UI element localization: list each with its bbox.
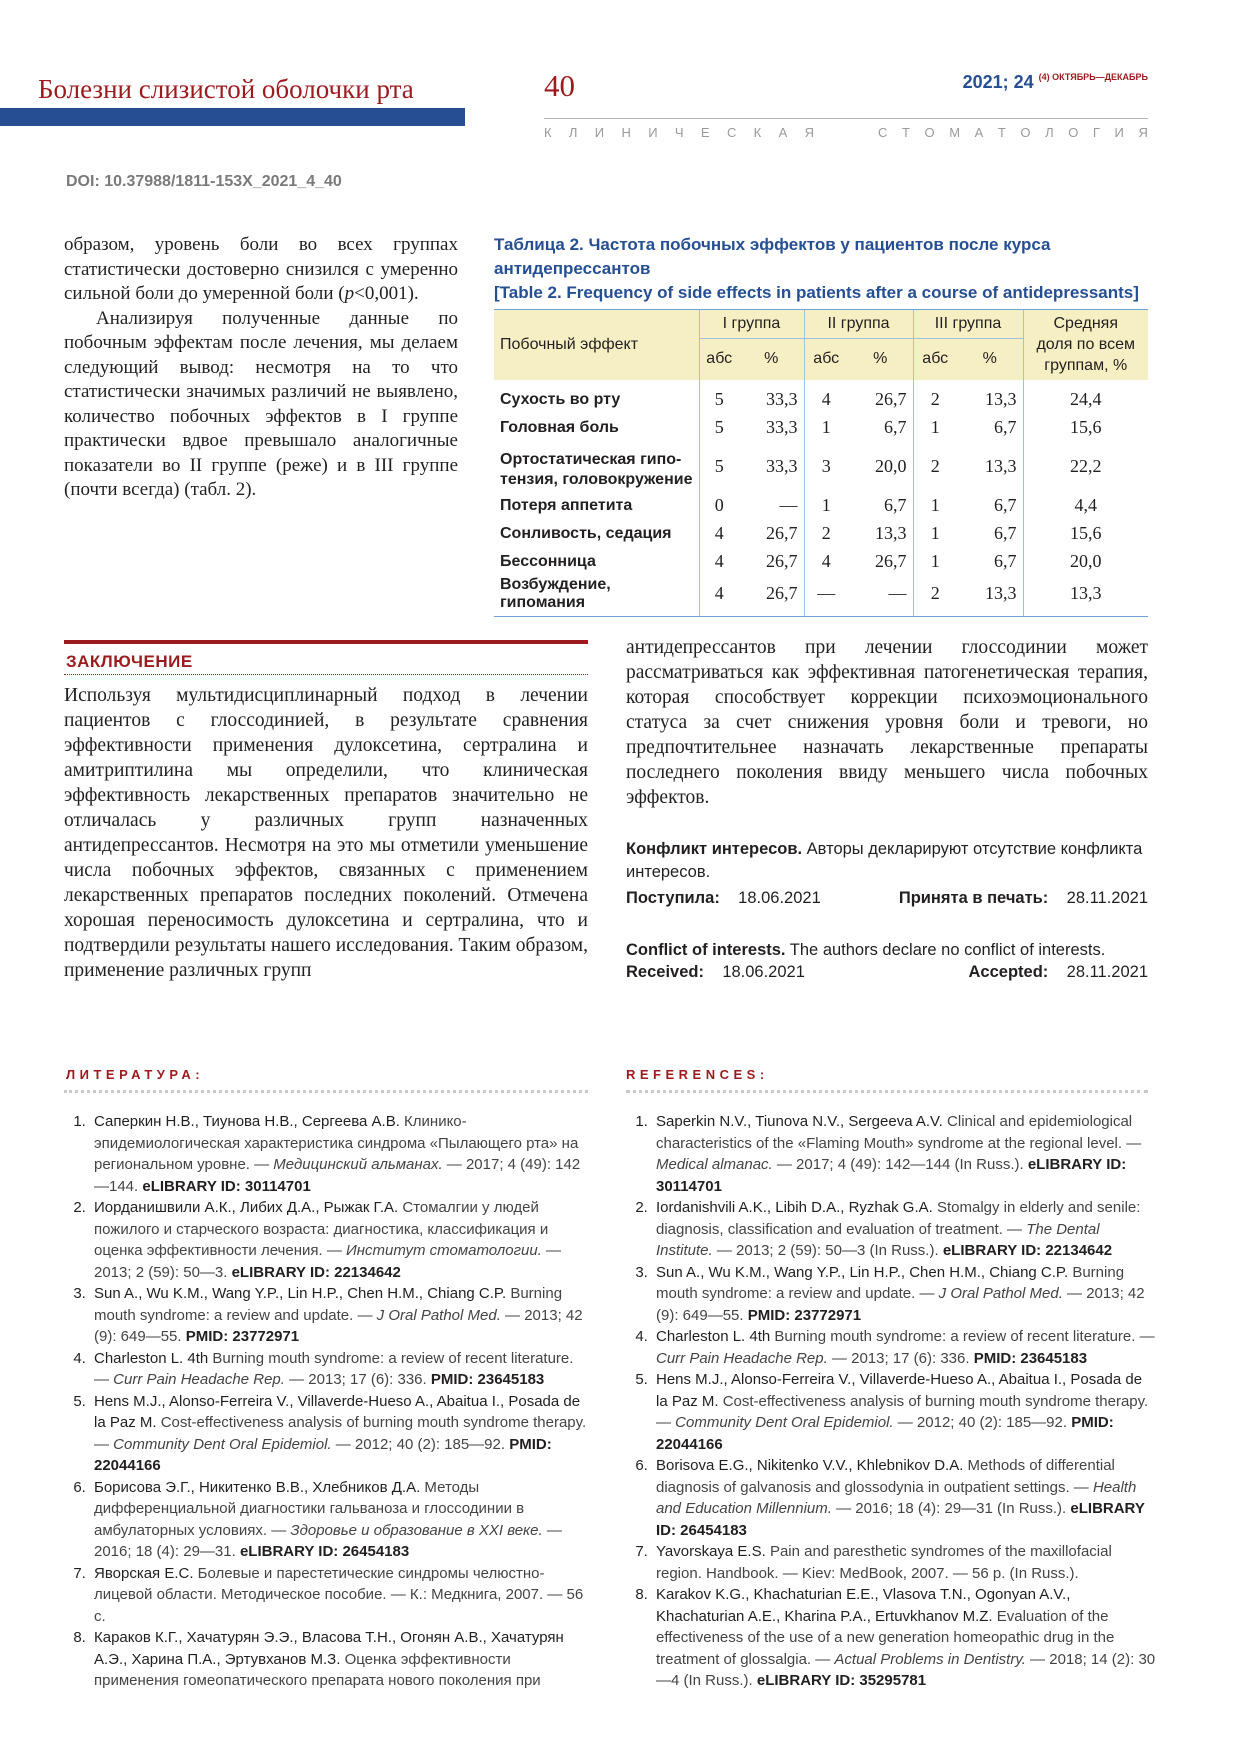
reference-authors: Саперкин Н.В., Тиунова Н.В., Сергеева А.В. [94,1113,400,1130]
reference-journal: Community Dent Oral Epidemiol. [113,1435,332,1453]
reference-item [652,1369,1156,1455]
table-row [494,576,1148,617]
section-title: Болезни слизистой оболочки рта [38,74,414,104]
reference-title: Methods of differential diagnosis of galvanosis and glossodynia in outpatient settings. — [656,1457,1115,1496]
accepted-en-date: 28.11.2021 [1066,963,1148,981]
table-cell: 33,3 [766,456,798,476]
table-cell: 1 [804,492,848,520]
paragraph: Анализируя полученные данные по побочным эффектам после лечения, мы делаем следующий вывод: несмотря на то что статистически значимых различий не выявлено, количество побочных эффектов в I группе практически вдвое превышало аналогичные показатели во II группе (реже) и в III группе (почти всегда) (табл. 2). [64,307,458,500]
reference-authors: Hens M.J., Alonso-Ferreira V., Villaverde-Hueso A., Abaitua I., Posada de la Paz M. [94,1392,581,1431]
table-cell: 24,4 [1023,380,1148,414]
table-cell: 6,7 [994,417,1017,437]
table-cell: 2 [913,442,957,492]
table-cell: 4 [804,548,848,576]
reference-item [90,1283,590,1348]
reference-journal: Здоровье и образование в XXI веке. [290,1521,543,1539]
page-number: 40 [544,68,575,103]
reference-authors: Borisova E.G., Nikitenko V.V., Khlebnikov D.A. [656,1457,964,1474]
reference-journal: The Dental Institute. [656,1220,1100,1259]
body-text-left [64,233,458,503]
reference-journal: Health and Education Millennium. [656,1478,1137,1517]
reference-id: PMID: 23772971 [185,1328,300,1345]
reference-details: — 2018; 14 (2): 30—4 (In Russ.). [656,1650,1156,1689]
table-cell: 13,3 [985,389,1017,409]
reference-authors: Iordanishvili A.K., Libih D.A., Ryzhak G.A. [656,1199,933,1216]
col-header-abs: абс [913,339,957,380]
table-cell: 1 [913,520,957,548]
reference-journal: Curr Pain Headache Rep. [656,1349,828,1367]
received-ru-date: 18.06.2021 [738,889,821,907]
table-cell: 26,7 [875,551,907,571]
reference-authors: Яворская Е.С. [94,1564,194,1582]
reference-title: Clinical and epidemiological characteristics of the «Flaming Mouth» syndrome at the regional level. — [656,1113,1142,1152]
literature-list [64,1111,590,1692]
reference-details: — 2012; 40 (2): 185—92. [331,1435,510,1453]
table-cell: 13,3 [985,456,1017,476]
conflict-ru-label: Конфликт интересов. [626,840,803,858]
reference-title: Evaluation of the effectiveness of the use of a new generation homeopathic drug in the treatment of glossalgia. — [656,1607,1115,1668]
reference-item [652,1262,1156,1327]
reference-title: Stomalgy in elderly and senile: diagnosis, classification and evaluation of treatment. — [656,1199,1141,1238]
reference-title: Стомалгии у людей пожилого и старческого возраста: диагностика, классификация и оценка эффективности лечения. — [94,1199,549,1259]
accepted-ru-date: 28.11.2021 [1066,889,1148,907]
journal-word-2: С Т О М А Т О Л О Г И Я [878,125,1148,140]
table-cell: 33,3 [766,417,798,437]
table-cell: 5 [699,414,739,442]
effect-name: Ортостатическая гипо- тензия, головокружение [500,450,693,488]
table-row [494,548,1148,576]
col-header-average: Средняя доля по всем группам, % [1023,310,1148,380]
reference-id: eLIBRARY ID: 30114701 [142,1177,311,1195]
table-caption [494,233,1144,305]
reference-title: Cost-effectiveness analysis of burning mouth syndrome therapy. — [656,1392,1149,1431]
table-cell: 6,7 [994,495,1017,515]
table-cell: 26,7 [766,523,798,543]
conflict-en [626,939,1148,962]
col-header-pct: % [739,339,804,380]
literature-divider [64,1090,588,1093]
reference-item [652,1584,1156,1692]
reference-authors: Yavorskaya E.S. [656,1543,766,1560]
reference-id: eLIBRARY ID: 26454183 [239,1543,410,1560]
table-cell: 6,7 [884,417,907,437]
table-cell: 1 [913,414,957,442]
paragraph [64,233,458,307]
journal-word-1: К Л И Н И Ч Е С К А Я [544,125,814,140]
table-cell: 4 [699,520,739,548]
reference-title: Burning mouth syndrome: a review and update. — [656,1263,1125,1302]
reference-authors: Караков К.Г., Хачатурян Э.Э., Власова Т.Н., Огонян А.В., Хачатурян А.Э., Харина П.А., Эртувханов М.З. [94,1629,564,1668]
reference-details: — 2017; 4 (49): 142—144. [94,1156,581,1195]
reference-details: — 2013; 2 (59): 50—3 (In Russ.). [712,1242,943,1259]
table-cell: — [804,576,848,617]
reference-journal: Медицинский альманах. [273,1156,443,1173]
table-cell: 6,7 [994,551,1017,571]
table-row [494,492,1148,520]
table-cell: 1 [913,492,957,520]
reference-authors: Sun A., Wu K.M., Wang Y.P., Lin H.P., Chen H.M., Chiang C.P. [94,1285,507,1302]
effect-name: Головная боль [500,418,619,436]
received-en-label: Received: [626,963,704,981]
reference-item [652,1455,1156,1541]
effect-name: Потеря аппетита [500,496,633,514]
table-cell: 4 [804,380,848,414]
paragraph-part: <0,001). [354,283,419,304]
table-cell: 26,7 [739,576,804,617]
year-volume: 2021; 24 [962,72,1034,92]
references-heading: REFERENCES: [626,1067,769,1082]
table-cell: 26,7 [875,389,907,409]
reference-title: Методы дифференциальной диагностики гальваноза и глоссодинии в амбулаторных условиях. — [94,1478,525,1539]
table-cell: 5 [699,380,739,414]
received-ru-label: Поступила: [626,889,720,907]
reference-journal: Medical almanac. [656,1156,773,1173]
table-cell: 0 [699,492,739,520]
reference-title: Pain and paresthetic syndromes of the maxillofacial region. Handbook. — Kiev: MedBook, 2007. — 56 p. (In Russ.). [656,1543,1112,1582]
reference-journal: Curr Pain Headache Rep. [113,1371,285,1388]
conclusion-heading: ЗАКЛЮЧЕНИЕ [66,652,193,671]
table-cell: 4,4 [1023,492,1148,520]
accepted-en-label: Accepted: [968,963,1049,981]
dates-en [626,963,1148,982]
col-header-pct: % [848,339,913,380]
table-cell: 15,6 [1023,520,1148,548]
reference-journal: Community Dent Oral Epidemiol. [675,1414,894,1431]
table-row [494,520,1148,548]
reference-authors: Hens M.J., Alonso-Ferreira V., Villaverde-Hueso A., Abaitua I., Posada de la Paz M. [656,1371,1143,1410]
col-header-abs: абс [804,339,848,380]
reference-title: Cost-effectiveness analysis of burning mouth syndrome therapy. — [94,1414,587,1453]
reference-item [652,1541,1156,1584]
table-cell: 6,7 [884,495,907,515]
reference-id: PMID: 23645183 [430,1371,545,1388]
table-cell: 6,7 [994,523,1017,543]
col-header-pct: % [957,339,1023,380]
reference-item [90,1197,590,1283]
table-cell: 13,3 [1023,576,1148,617]
reference-id: PMID: 22044166 [94,1435,552,1474]
effect-name: Возбуждение, гипомания [494,576,699,617]
reference-journal: J Oral Pathol Med. [938,1285,1063,1302]
col-header-group3: III группа [913,310,1023,339]
section-bar [0,108,465,126]
table-cell: 20,0 [875,456,907,476]
reference-id: eLIBRARY ID: 26454183 [656,1500,1145,1539]
reference-id: PMID: 22044166 [656,1414,1114,1453]
caption-en: [Table 2. Frequency of side effects in patients after a course of antidepressants] [494,283,1139,302]
reference-details: — 2013; 2 (59): 50—3. [94,1242,562,1281]
reference-details: — 2013; 17 (6): 336. [284,1371,431,1388]
conclusion-text-right: антидепрессантов при лечении глоссодинии может рассматриваться как эффективная патогенетическая терапия, которая способствует коррекции психоэмоционального статуса за счет снижения уровня боли и тревоги, но предпочтительнее назначать лекарственные препараты последнего поколения ввиду меньшего числа побочных эффектов. [626,637,1148,808]
issue-quarter: (4) ОКТЯБРЬ—ДЕКАБРЬ [1038,72,1148,82]
reference-title: Burning mouth syndrome: a review of recent literature. — [770,1328,1155,1345]
effect-name: Сухость во рту [500,390,621,408]
table-row [494,380,1148,414]
reference-item [90,1627,590,1692]
literature-heading: ЛИТЕРАТУРА: [66,1067,205,1082]
journal-name [544,125,1148,140]
reference-authors: Karakov K.G., Khachaturian E.E., Vlasova T.N., Ogonyan A.V., Khachaturian A.E., Kharina P.A., Ertuvkhanov M.Z. [656,1586,1071,1625]
issue-info [963,72,1148,93]
conclusion-text-left: Используя мультидисциплинарный подход в лечении пациентов с глоссодинией, в результате сравнения эффективности применения дулоксетина, сертралина и амитриптилина мы определили, что клиническая эффективность лекарственных препаратов значительно не отличалась у различных групп назначенных антидепрессантов. Несмотря на это мы отметили уменьшение числа побочных эффектов, связанных с применением лекарственных препаратов последних поколений. Отмечена хорошая переносимость дулоксетина и сертралина, что и подтвердили результаты нашего исследования. Таким образом, применение различных групп [64,685,588,981]
table-cell: 2 [804,520,848,548]
conflict-en-text: The authors declare no conflict of interests. [785,941,1106,959]
table-cell: 3 [804,442,848,492]
reference-journal: Actual Problems in Dentistry. [834,1650,1026,1668]
effect-name: Сонливость, седация [500,524,672,542]
reference-journal: Институт стоматологии. [346,1242,542,1259]
reference-details: — 2013; 42 (9): 649—55. [94,1306,583,1345]
conflict-en-label: Conflict of interests. [626,941,786,959]
dates-ru [626,889,1148,908]
reference-item [90,1391,590,1477]
reference-item [90,1348,590,1391]
reference-title: Burning mouth syndrome: a review and update. — [94,1285,563,1324]
reference-details: — 2013; 17 (6): 336. [827,1349,974,1367]
table-cell: 26,7 [766,551,798,571]
col-header-effect: Побочный эффект [494,310,699,380]
reference-item [652,1197,1156,1262]
reference-id: PMID: 23645183 [973,1349,1088,1367]
table-cell: 1 [804,414,848,442]
caption-ru-line-1: Таблица 2. Частота побочных эффектов у пациентов после курса [494,235,1051,254]
received-en-date: 18.06.2021 [722,963,805,981]
table-cell: 1 [913,548,957,576]
reference-id: eLIBRARY ID: 22134642 [231,1263,401,1281]
table-cell: 13,3 [957,576,1023,617]
table-cell: 4 [699,576,739,617]
table-cell: 2 [913,576,957,617]
table-cell: 5 [699,442,739,492]
p-value-symbol: p [344,283,355,304]
reference-authors: Charleston L. 4th [656,1328,771,1345]
reference-authors: Иорданишвили А.К., Либих Д.А., Рыжак Г.А. [94,1199,399,1216]
reference-item [90,1477,590,1563]
conclusion-rule [64,674,588,675]
reference-id: eLIBRARY ID: 22134642 [942,1242,1113,1259]
reference-item [90,1111,590,1197]
table-cell: 13,3 [875,523,907,543]
reference-details: — 2016; 18 (4): 29—31 (In Russ.). [831,1500,1071,1517]
table-cell: 2 [913,380,957,414]
caption-ru-line-2: антидепрессантов [494,259,651,278]
header-rule [544,118,1148,119]
reference-details: — 2012; 40 (2): 185—92. [893,1414,1072,1431]
conflict-ru [626,838,1148,884]
table-cell: 15,6 [1023,414,1148,442]
table-cell: 20,0 [1023,548,1148,576]
reference-item [90,1563,590,1628]
reference-details: — 2016; 18 (4): 29—31. [94,1521,562,1560]
reference-details: — 2013; 42 (9): 649—55. [656,1285,1145,1324]
table-row [494,442,1148,492]
references-divider [626,1090,1148,1093]
side-effects-table [494,309,1148,617]
col-header-group2: II группа [804,310,913,339]
conclusion-bar [64,640,588,644]
col-header-group1: I группа [699,310,804,339]
effect-name: Бессонница [500,552,596,570]
reference-authors: Sun A., Wu K.M., Wang Y.P., Lin H.P., Chen H.M., Chiang C.P. [656,1263,1069,1281]
reference-authors: Charleston L. 4th [94,1349,209,1367]
reference-journal: J Oral Pathol Med. [376,1306,501,1324]
table-row [494,414,1148,442]
reference-title: Клинико-эпидемиологическая характеристика синдрома «Пылающего рта» на региональном уровне. — [94,1113,579,1173]
reference-authors: Saperkin N.V., Tiunova N.V., Sergeeva A.V. [656,1113,943,1130]
reference-details: — 2017; 4 (49): 142—144 (In Russ.). [772,1156,1028,1173]
accepted-ru-label: Принята в печать: [898,889,1049,907]
conflict-ru-text: Авторы декларируют отсутствие конфликта интересов. [626,840,1143,881]
table-cell: 33,3 [766,389,798,409]
table-cell: 22,2 [1023,442,1148,492]
reference-id: PMID: 23772971 [747,1306,862,1324]
reference-authors: Борисова Э.Г., Никитенко В.В., Хлебников Д.А. [94,1478,421,1496]
reference-title: Burning mouth syndrome: a review of recent literature. — [94,1349,574,1388]
reference-id: eLIBRARY ID: 30114701 [656,1156,1127,1195]
table-cell: — [779,495,798,515]
references-list [626,1111,1156,1692]
reference-item [652,1111,1156,1197]
reference-title: Оценка эффективности применения гомеопатического препарата нового поколения при [94,1650,541,1689]
table-cell: — [848,576,913,617]
col-header-abs: абс [699,339,739,380]
table-cell: 4 [699,548,739,576]
reference-item [652,1326,1156,1369]
paragraph-part: образом, уровень боли во всех группах статистически достоверно снизился с умеренно сильной боли до умеренной боли ( [64,234,458,304]
doi: DOI: 10.37988/1811-153X_2021_4_40 [66,173,342,190]
reference-id: eLIBRARY ID: 35295781 [756,1672,927,1689]
reference-title: Болевые и парестетические синдромы челюстно-лицевой области. Методическое пособие. — К.: Медкнига, 2007. — 56 с. [94,1564,584,1625]
